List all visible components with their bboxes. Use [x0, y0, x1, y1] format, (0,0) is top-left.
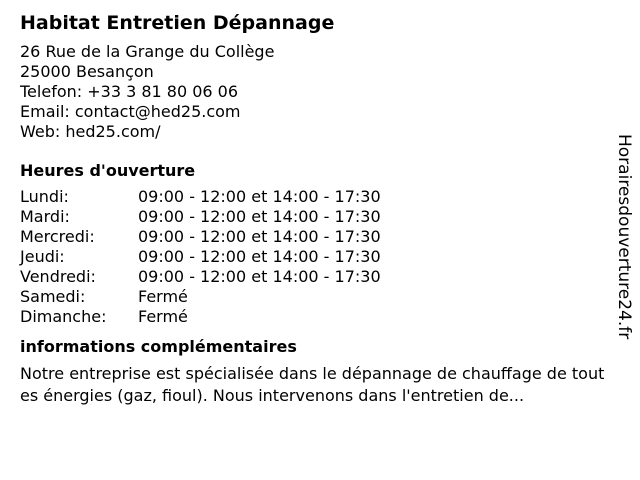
info-heading: informations complémentaires	[20, 337, 297, 356]
hours-table	[20, 187, 610, 327]
phone-line: Telefon: +33 3 81 80 06 06	[20, 82, 239, 101]
hours-time: 09:00 - 12:00 et 14:00 - 17:30	[138, 187, 381, 206]
hours-time: 09:00 - 12:00 et 14:00 - 17:30	[138, 227, 381, 246]
hours-day: Mardi:	[20, 207, 70, 226]
hours-day: Dimanche:	[20, 307, 107, 326]
hours-row	[20, 247, 610, 267]
hours-row	[20, 207, 610, 227]
business-card	[20, 10, 610, 407]
hours-day: Vendredi:	[20, 267, 96, 286]
hours-row	[20, 267, 610, 287]
hours-row	[20, 287, 610, 307]
address-city: 25000 Besançon	[20, 62, 154, 81]
watermark-text: Horairesdouverture24.fr	[614, 134, 634, 340]
business-name: Habitat Entretien Dépannage	[20, 12, 335, 34]
hours-row	[20, 227, 610, 247]
hours-day: Mercredi:	[20, 227, 95, 246]
hours-time: 09:00 - 12:00 et 14:00 - 17:30	[138, 247, 381, 266]
hours-row	[20, 307, 610, 327]
hours-time: 09:00 - 12:00 et 14:00 - 17:30	[138, 267, 381, 286]
hours-time: Fermé	[138, 287, 188, 306]
hours-time: Fermé	[138, 307, 188, 326]
hours-row	[20, 187, 610, 207]
info-description: Notre entreprise est spécialisée dans le dépannage de chauffage de toutes énergies (gaz, fioul). Nous intervenons dans l'entretien de...	[20, 364, 605, 405]
hours-day: Lundi:	[20, 187, 69, 206]
hours-time: 09:00 - 12:00 et 14:00 - 17:30	[138, 207, 381, 226]
hours-day: Samedi:	[20, 287, 86, 306]
web-line: Web: hed25.com/	[20, 122, 161, 141]
address-street: 26 Rue de la Grange du Collège	[20, 42, 275, 61]
contact-block	[20, 42, 610, 142]
email-line: Email: contact@hed25.com	[20, 102, 241, 121]
hours-heading: Heures d'ouverture	[20, 161, 196, 180]
hours-day: Jeudi:	[20, 247, 65, 266]
